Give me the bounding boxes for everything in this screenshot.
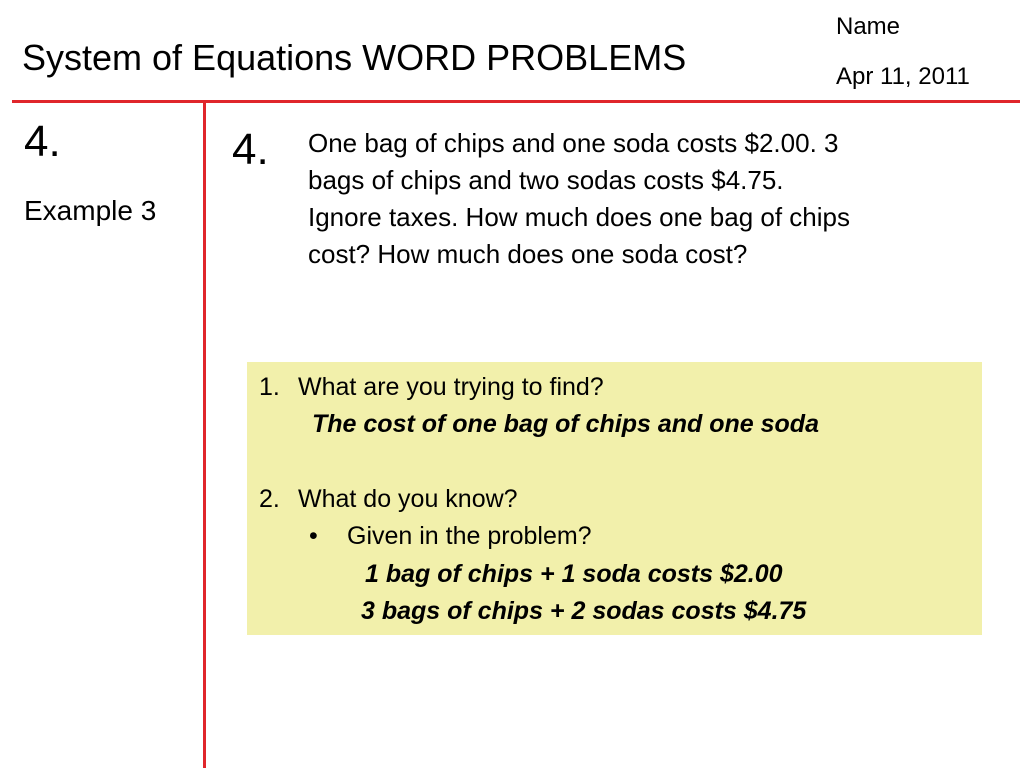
margin-divider	[203, 103, 206, 768]
question-1-text: What are you trying to find?	[298, 373, 604, 401]
question-1-number: 1.	[259, 373, 280, 401]
problem-line: bags of chips and two sodas costs $4.75.	[308, 165, 784, 195]
problem-line: One bag of chips and one soda costs $2.00. 3	[308, 128, 839, 158]
given-equation-1: 1 bag of chips + 1 soda costs $2.00	[365, 560, 783, 588]
question-2-text: What do you know?	[298, 485, 518, 513]
name-label: Name	[836, 13, 901, 40]
page-title: System of Equations WORD PROBLEMS	[22, 37, 687, 78]
header-divider	[12, 100, 1020, 103]
given-equation-2: 3 bags of chips + 2 sodas costs $4.75	[361, 597, 807, 625]
date-label: Apr 11, 2011	[836, 63, 970, 90]
problem-statement	[308, 125, 998, 273]
problem-line: cost? How much does one soda cost?	[308, 239, 748, 269]
bullet-text: Given in the problem?	[347, 522, 592, 550]
example-label: Example 3	[24, 195, 157, 226]
question-1-answer: The cost of one bag of chips and one soda	[312, 410, 819, 438]
question-2-number: 2.	[259, 485, 280, 513]
bullet-icon: •	[309, 522, 318, 550]
problem-line: Ignore taxes. How much does one bag of chips	[308, 202, 850, 232]
left-problem-number: 4.	[24, 117, 61, 166]
problem-number: 4.	[232, 125, 269, 174]
answer-box	[247, 362, 982, 635]
